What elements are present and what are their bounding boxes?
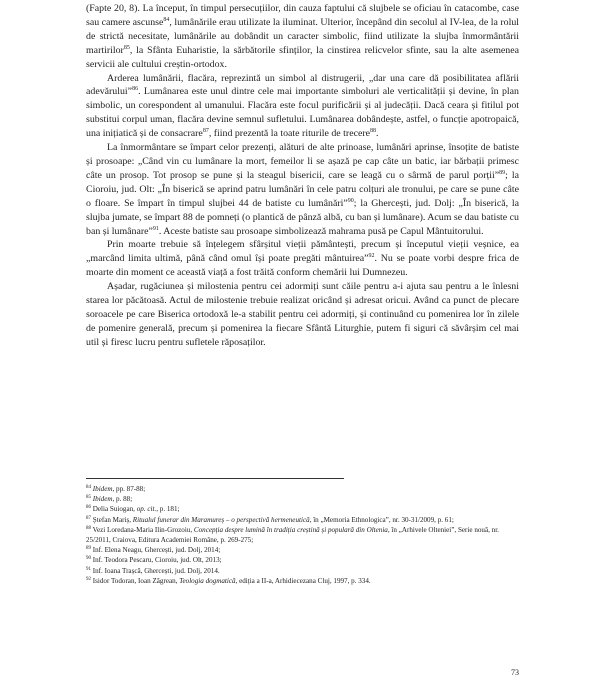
footnote-ref: 87 [202, 128, 209, 135]
footnote-number: 90 [86, 556, 91, 562]
footnote-ref: 89 [499, 169, 506, 176]
footnote-number: 89 [86, 546, 91, 552]
main-text [86, 2, 519, 350]
footnote-text: , ediția a II-a, Arhidiecezana Cluj, 1997, p. 334. [235, 576, 371, 585]
text-run: , la Sfânta Euharistie, la sărbătorile sfinților, la cinstirea relicvelor sfinte, sau la alte asemenea servicii ale cultului creștin-ortodox. [86, 44, 519, 70]
footnote-title: Ibidem [92, 495, 113, 504]
text-run: Prin moarte trebuie să înțelegem sfârșitul vieții pământești, precum și începutul vieții veșnice, ea „marcând limita ultimă, până când omul își poate pregăti mântuirea” [86, 239, 519, 265]
paragraph [86, 280, 519, 350]
footnote [86, 494, 519, 504]
footnote-ref: 92 [368, 253, 375, 260]
text-run: ; la Cioroiu, jud. Olt: „În biserică se aprind patru lumânări în cele patru colțuri ale tronului, pe care se pune câte o floare. Se împart în timpul slujbei 44 de batiste cu lumânări” [86, 169, 519, 209]
footnote [86, 576, 519, 586]
footnote-text: Inf. Elena Neagu, Ghercești, jud. Dolj, 2014; [91, 546, 221, 555]
text-run: , fiind prezentă la toate riturile de trecere [208, 128, 371, 140]
footnote-text: , în „Arhivele Olteniei”, Serie nouă, nr. 25/2011, Craiova, Editura Academiei Române, p. 269-275; [86, 525, 499, 545]
footnote-text: , pp. 87-88; [112, 485, 146, 493]
text-run: , lumânările erau utilizate la iluminat. Ulterior, începând din secolul al IV-lea, de la rolul de strictă necesitate, lumânările au dobândit un caracter simbolic, fiind utilizate la slujba înmormântării martirilor [86, 16, 519, 56]
text-run: . Lumânarea este unul dintre cele mai importante simboluri ale verticalității și devine, în plan simbolic, un corespondent al umanului. Flacăra este focul purificării și al judecății. Dacă ceara și fitilul pot substitui corpul uman, flacăra devine semnul sufletului. Lumânarea dobândește, astfel, o funcție apotropaică, una inițiatică și de consacrare [86, 86, 519, 140]
footnote-text: Inf. Teodora Pescaru, Cioroiu, jud. Olt, 2013; [91, 556, 222, 565]
footnote-title: Ritualul funerar din Maramureș – o perspectivă hermeneutică [132, 515, 310, 524]
footnote [86, 515, 519, 525]
footnote-text: Isidor Todoran, Ioan Zăgrean, [91, 576, 180, 585]
text-run: La înmormântare se împart celor prezenți, alături de alte prinoase, lumânări aprinse, însoțite de batiste și prosoape: „Când vin cu lumânare la mort, femeilor li se așază pe cap câte un batic, iar bărbații primesc câte un prosop. Tot prosop se pune și la steagul bisericii, care se leagă cu o sârmă de parul porții” [86, 142, 519, 181]
paragraph [86, 2, 519, 72]
text-run: ; la Ghercești, jud. Dolj: „În biserică, la slujba jumate, se împart 88 de pomneți (o plantică de pânză albă, cu ban și lumânare). Acum se dau batiste cu ban și lumânare” [86, 197, 520, 237]
footnote [86, 504, 519, 514]
footnote-text: , p. 181; [156, 505, 180, 514]
footnote-title: Concepția despre lumină în tradiția creștină și populară din Oltenia [193, 525, 388, 534]
footnote-text: Vezi Loredana-Maria Ilin-Grozoiu, [91, 525, 194, 534]
text-run: . Aceste batiste sau prosoape simbolizează mahrama pusă pe Capul Mântuitorului. [158, 225, 484, 237]
footnote-number: 87 [86, 515, 91, 521]
footnote [86, 555, 519, 565]
footnote [86, 545, 519, 555]
page-number: 73 [511, 668, 519, 677]
footnote-title: op. cit. [136, 505, 157, 514]
footnote-number: 84 [86, 485, 91, 490]
footnote [86, 484, 519, 494]
footnote-text: , în „Memoria Ethnologica”, nr. 30-31/2009, p. 61; [309, 515, 454, 524]
footnote-ref: 90 [347, 197, 354, 204]
footnote-text: , p. 88; [112, 495, 133, 504]
footnote-text: Ștefan Mariș, [91, 515, 133, 524]
footnote-text: Delia Suiogan, [91, 505, 137, 514]
footnote-ref: 84 [163, 16, 170, 23]
text-run: Așadar, rugăciunea și milostenia pentru cei adormiți sunt căile pentru a-i ajuta sau pentru a le înlesni starea lor păcătoasă. Actul de milostenie trebuie realizat oricând și adresat oricui. Având ca punct de plecare soroacele pe care Biserica ortodoxă le-a stabilit pentru cei adormiți, și continuând cu pomenirea lor în zilele de pomenire generală, precum și pomenirea la fiecare Sfântă Liturghie, putem fi siguri că săvârșim cel mai util și firesc lucru pentru sufletele răposaților. [86, 281, 519, 348]
footnote-title: Ibidem [92, 485, 113, 493]
text-run: (Fapte 20, 8). La început, în timpul persecuțiilor, din cauza faptului că slujbele se oficiau în catacombe, case sau camere ascunse [86, 3, 519, 28]
paragraph [86, 72, 519, 142]
text-run: . Nu se poate vorbi despre frica de moarte din moment ce această viață a fost trăită conform chemării lui Dumnezeu. [86, 253, 519, 279]
footnote-number: 88 [86, 525, 91, 531]
footnote-number: 85 [86, 495, 91, 501]
text-run: Arderea lumânării, flacăra, reprezintă un simbol al distrugerii, „dar una care dă posibilitatea aflării adevărului” [86, 72, 519, 98]
footnote-ref: 86 [132, 86, 139, 93]
paragraph [86, 238, 519, 280]
footnote-number: 91 [86, 566, 91, 572]
footnotes [86, 484, 519, 586]
footnote-ref: 88 [370, 128, 377, 135]
footnote [86, 566, 519, 576]
footnote-title: Teologia dogmatică [179, 576, 236, 585]
footnote-ref: 85 [123, 44, 130, 51]
text-run: . [376, 128, 379, 140]
footnote-ref: 91 [152, 225, 159, 232]
footnote-number: 86 [86, 505, 91, 511]
footnote-number: 92 [86, 576, 91, 582]
paragraph [86, 141, 519, 238]
footnote [86, 525, 519, 545]
footnote-text: Inf. Ioana Trașcă, Ghercești, jud. Dolj, 2014. [91, 566, 220, 575]
footnote-separator [86, 478, 344, 479]
